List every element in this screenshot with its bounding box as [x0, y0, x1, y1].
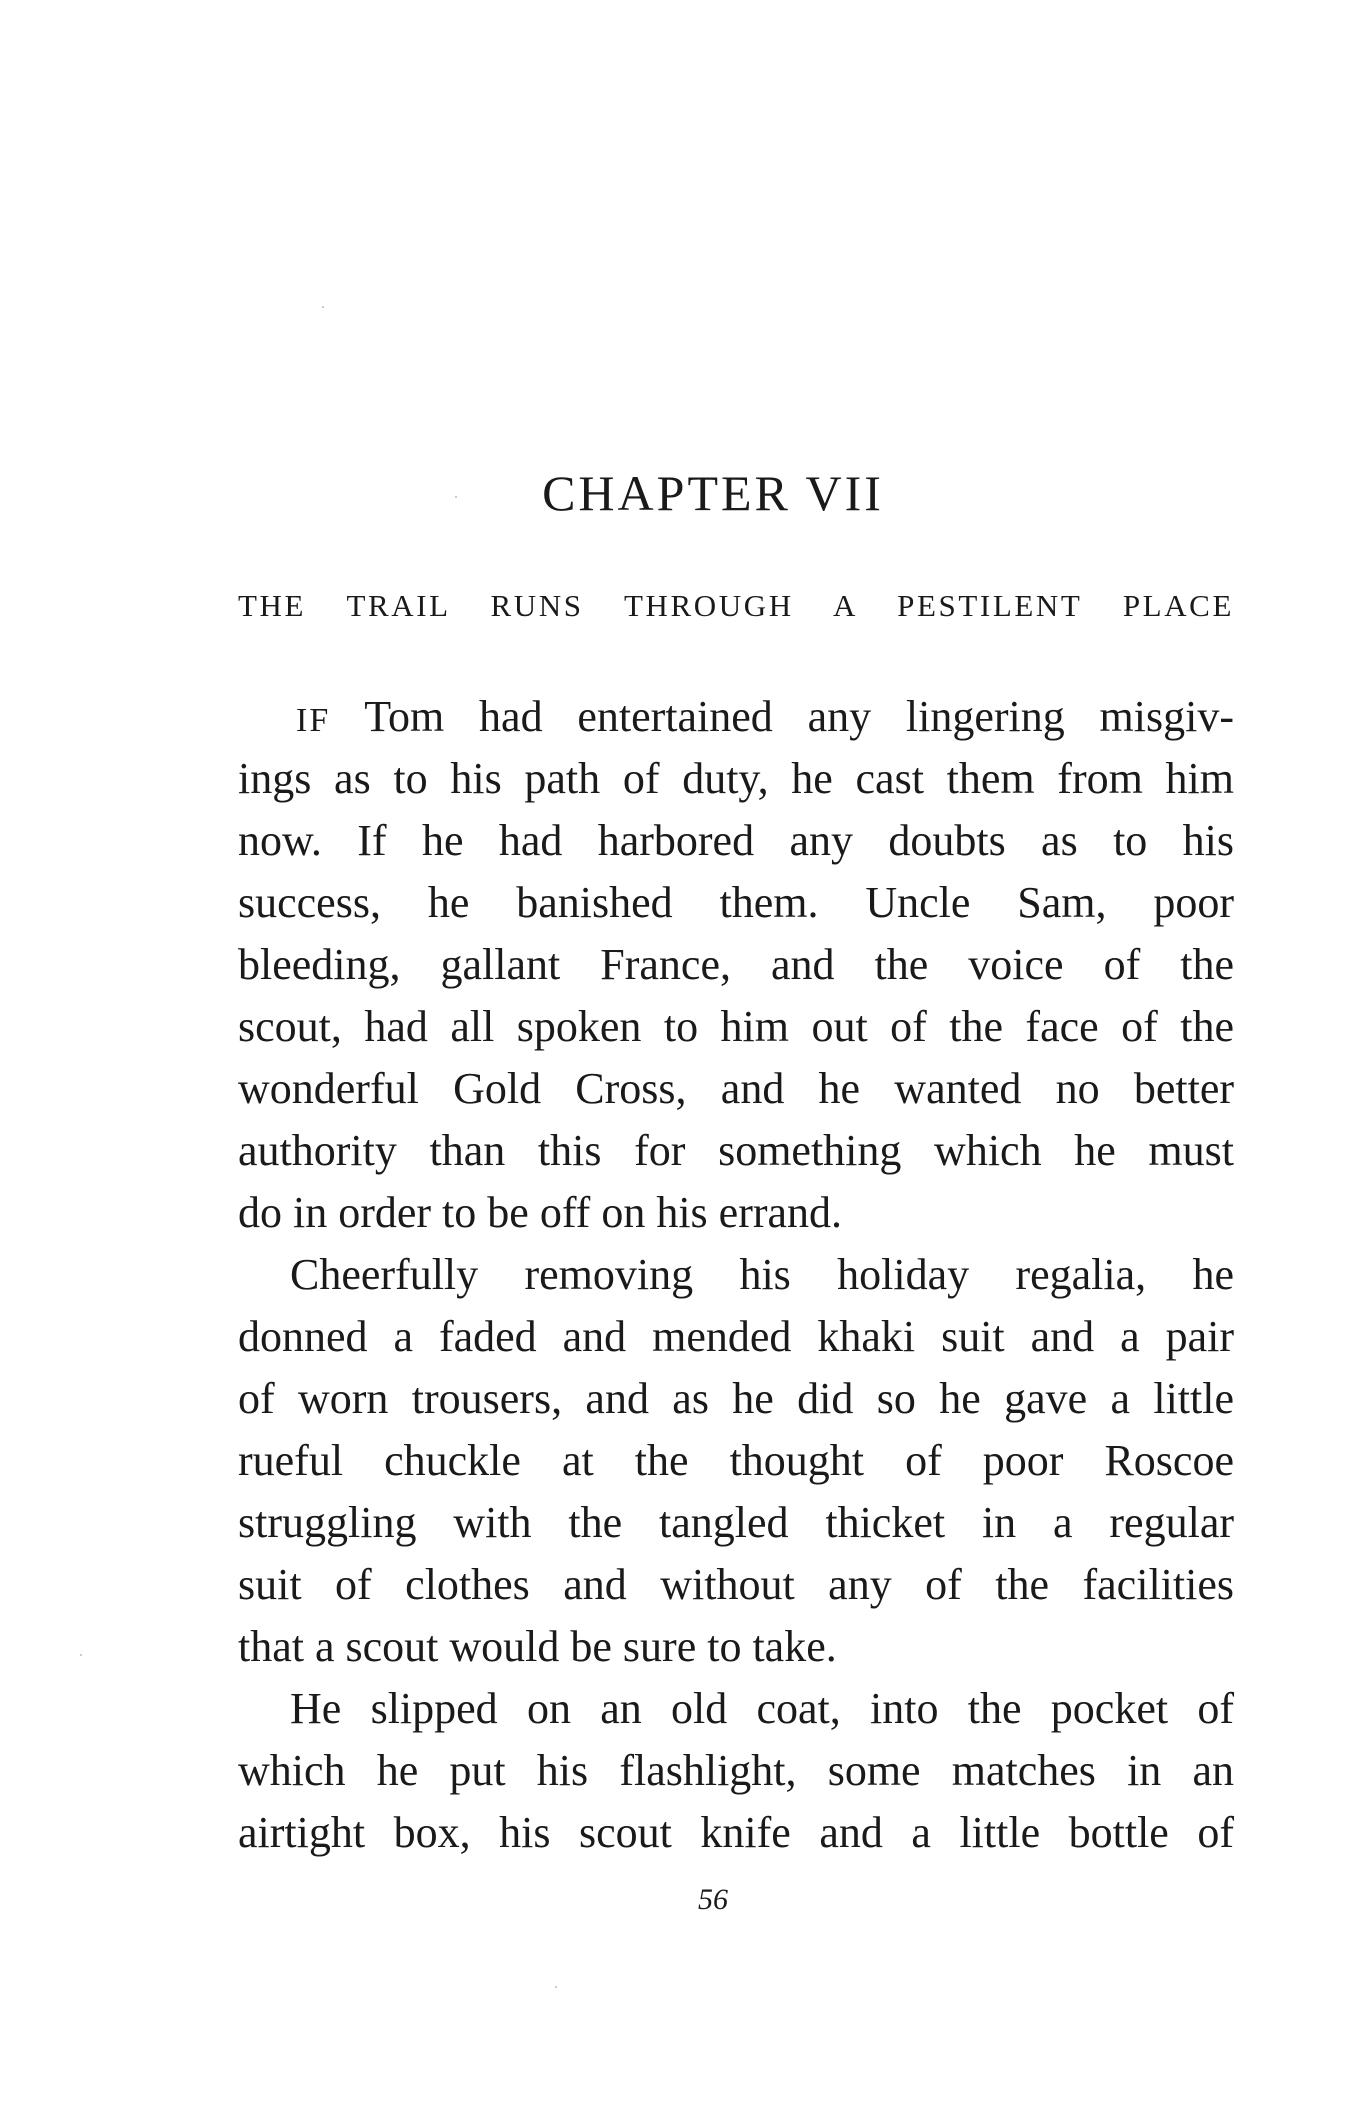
text-line: now. If he had harbored any doubts as to his [238, 816, 1234, 865]
paper-speck [455, 496, 457, 498]
text-line [238, 686, 1234, 748]
text-line: authority than this for something which he must [238, 1126, 1234, 1175]
text-line: airtight box, his scout knife and a little bottle of [238, 1808, 1234, 1857]
text-line: that a scout would be sure to take. [238, 1622, 837, 1671]
text-line: bleeding, gallant France, and the voice of the [238, 940, 1234, 989]
chapter-title: CHAPTER VII [542, 465, 884, 521]
paper-speck [322, 306, 324, 308]
chapter-subtitle: THE TRAIL RUNS THROUGH A PESTILENT PLACE [238, 588, 1234, 623]
paper-speck [80, 1654, 82, 1656]
text-line: Cheerfully removing his holiday regalia, he [290, 1250, 1234, 1299]
text-line: ings as to his path of duty, he cast them from him [238, 754, 1234, 803]
text-line: donned a faded and mended khaki suit and a pair [238, 1312, 1234, 1361]
body-text [238, 686, 1234, 1864]
text-line: success, he banished them. Uncle Sam, poor [238, 878, 1234, 927]
text-line: He slipped on an old coat, into the pocket of [290, 1684, 1234, 1733]
text-line: scout, had all spoken to him out of the face of the [238, 1002, 1234, 1051]
text-line: which he put his flashlight, some matches in an [238, 1746, 1234, 1795]
text-line: rueful chuckle at the thought of poor Roscoe [238, 1436, 1234, 1485]
page-number: 56 [698, 1883, 728, 1916]
text-line: struggling with the tangled thicket in a regular [238, 1498, 1234, 1547]
text-line: wonderful Gold Cross, and he wanted no better [238, 1064, 1234, 1113]
text-line: suit of clothes and without any of the facilities [238, 1560, 1234, 1609]
text-line-content: Tom had entertained any lingering misgiv- [330, 692, 1234, 741]
drop-cap: IF [296, 702, 331, 739]
text-line: do in order to be off on his errand. [238, 1188, 843, 1237]
paper-speck [555, 1986, 557, 1988]
text-line: of worn trousers, and as he did so he gave a little [238, 1374, 1234, 1423]
